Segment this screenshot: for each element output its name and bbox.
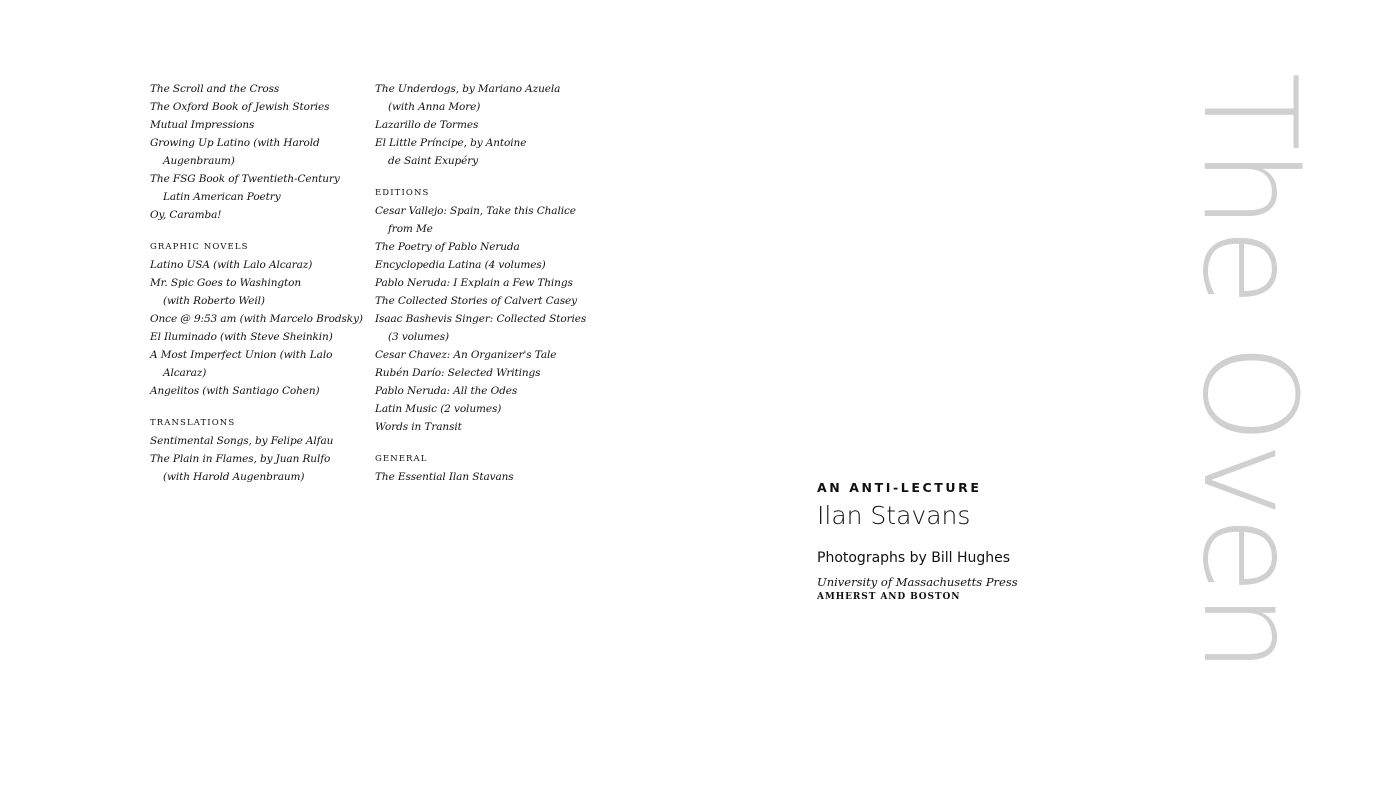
book-title-line1: Words in Transit — [375, 421, 462, 433]
book-title-item — [150, 346, 360, 382]
book-title-line1: A Most Imperfect Union (with Lalo — [150, 349, 333, 361]
book-title-line1: El Iluminado (with Steve Sheinkin) — [150, 331, 333, 343]
book-title-item — [375, 134, 595, 170]
book-title-item — [150, 310, 363, 328]
book-title-line2: (with Roberto Weil) — [163, 295, 265, 307]
book-title-line1: Isaac Bashevis Singer: Collected Stories — [375, 313, 587, 325]
book-title-item — [375, 400, 595, 418]
book-title-line1: Pablo Neruda: All the Odes — [375, 385, 518, 397]
book-title-item — [375, 80, 595, 116]
book-title-line2: Augenbraum) — [163, 155, 235, 167]
book-title-line1: Oy, Caramba! — [150, 209, 222, 221]
book-title-item — [375, 468, 595, 486]
book-title-line1: Once @ 9:53 am (with Marcelo Brodsky) — [150, 313, 363, 325]
book-title-item — [375, 202, 595, 238]
book-title-line2: Alcaraz) — [163, 367, 207, 379]
book-list-graphic-novels — [150, 256, 363, 400]
book-list-general — [375, 468, 595, 486]
book-title-item — [150, 328, 360, 346]
book-title-item — [150, 116, 360, 134]
publisher-location: AMHERST AND BOSTON — [817, 592, 961, 602]
book-title-line1: The FSG Book of Twentieth-Century — [150, 173, 340, 185]
book-title-line1: Pablo Neruda: I Explain a Few Things — [375, 277, 573, 289]
book-title-item — [150, 432, 360, 450]
book-title-item — [150, 274, 360, 310]
book-title-item — [150, 450, 360, 486]
book-title-line2: (with Harold Augenbraum) — [163, 471, 305, 483]
book-title-item — [150, 256, 360, 274]
title-page-block — [817, 478, 1018, 604]
book-title-line1: El Little Príncipe, by Antoine — [375, 137, 527, 149]
book-title-line1: Cesar Vallejo: Spain, Take this Chalice — [375, 205, 576, 217]
book-list-main — [150, 80, 360, 224]
book-title-item — [375, 256, 595, 274]
subtitle: AN ANTI-LECTURE — [817, 480, 982, 495]
book-title-item — [375, 292, 595, 310]
book-title-line1: Latin Music (2 volumes) — [375, 403, 502, 415]
book-title-item — [375, 364, 595, 382]
book-list-translations — [150, 432, 360, 486]
book-title-line1: Encyclopedia Latina (4 volumes) — [375, 259, 546, 271]
book-title-item — [150, 134, 360, 170]
book-title-line1: The Plain in Flames, by Juan Rulfo — [150, 453, 331, 465]
book-title-item — [375, 238, 595, 256]
photographs-credit: Photographs by Bill Hughes — [817, 550, 1011, 566]
book-list-editions — [375, 202, 595, 436]
book-title-line1: Mutual Impressions — [150, 119, 255, 131]
author-name: Ilan Stavans — [817, 501, 971, 530]
book-title-item — [375, 346, 595, 364]
book-title-item — [375, 382, 595, 400]
book-title-line1: The Collected Stories of Calvert Casey — [375, 295, 577, 307]
book-title-line1: Sentimental Songs, by Felipe Alfau — [150, 435, 334, 447]
book-title-line1: The Underdogs, by Mariano Azuela — [375, 83, 561, 95]
book-title-item — [375, 310, 595, 346]
book-title-line1: The Scroll and the Cross — [150, 83, 280, 95]
book-title-item — [150, 80, 360, 98]
also-by-left-column — [150, 80, 363, 486]
section-heading-translations: TRANSLATIONS — [150, 418, 236, 428]
publisher-name: University of Massachusetts Press — [817, 575, 1018, 589]
book-title-item — [150, 170, 360, 206]
section-heading-editions: EDITIONS — [375, 188, 430, 198]
book-title-line1: Growing Up Latino (with Harold — [150, 137, 320, 149]
book-title-line1: The Oxford Book of Jewish Stories — [150, 101, 330, 113]
book-title-line2: from Me — [388, 223, 433, 235]
book-title-line2: (3 volumes) — [388, 331, 450, 343]
book-title-item — [375, 418, 595, 436]
section-heading-graphic-novels: GRAPHIC NOVELS — [150, 242, 249, 252]
book-title-item — [150, 206, 360, 224]
book-title-vertical: The Oven — [1174, 72, 1323, 672]
book-title-line1: Mr. Spic Goes to Washington — [150, 277, 302, 289]
book-title-line1: Angelitos (with Santiago Cohen) — [150, 385, 320, 397]
book-title-line1: Cesar Chavez: An Organizer's Tale — [375, 349, 557, 361]
book-title-line1: Latino USA (with Lalo Alcaraz) — [150, 259, 313, 271]
book-title-line1: The Poetry of Pablo Neruda — [375, 241, 520, 253]
also-by-right-column — [375, 80, 595, 486]
book-title-item — [375, 116, 595, 134]
book-title-item — [150, 382, 360, 400]
book-title-item — [150, 98, 360, 116]
book-title-line1: The Essential Ilan Stavans — [375, 471, 514, 483]
book-title-line2: (with Anna More) — [388, 101, 481, 113]
book-title-line1: Lazarillo de Tormes — [375, 119, 479, 131]
book-list-right-main — [375, 80, 595, 170]
book-title-line1: Rubén Darío: Selected Writings — [375, 367, 541, 379]
book-title-item — [375, 274, 595, 292]
book-title-line2: de Saint Exupéry — [388, 155, 479, 167]
book-title-line2: Latin American Poetry — [163, 191, 281, 203]
section-heading-general: GENERAL — [375, 454, 428, 464]
